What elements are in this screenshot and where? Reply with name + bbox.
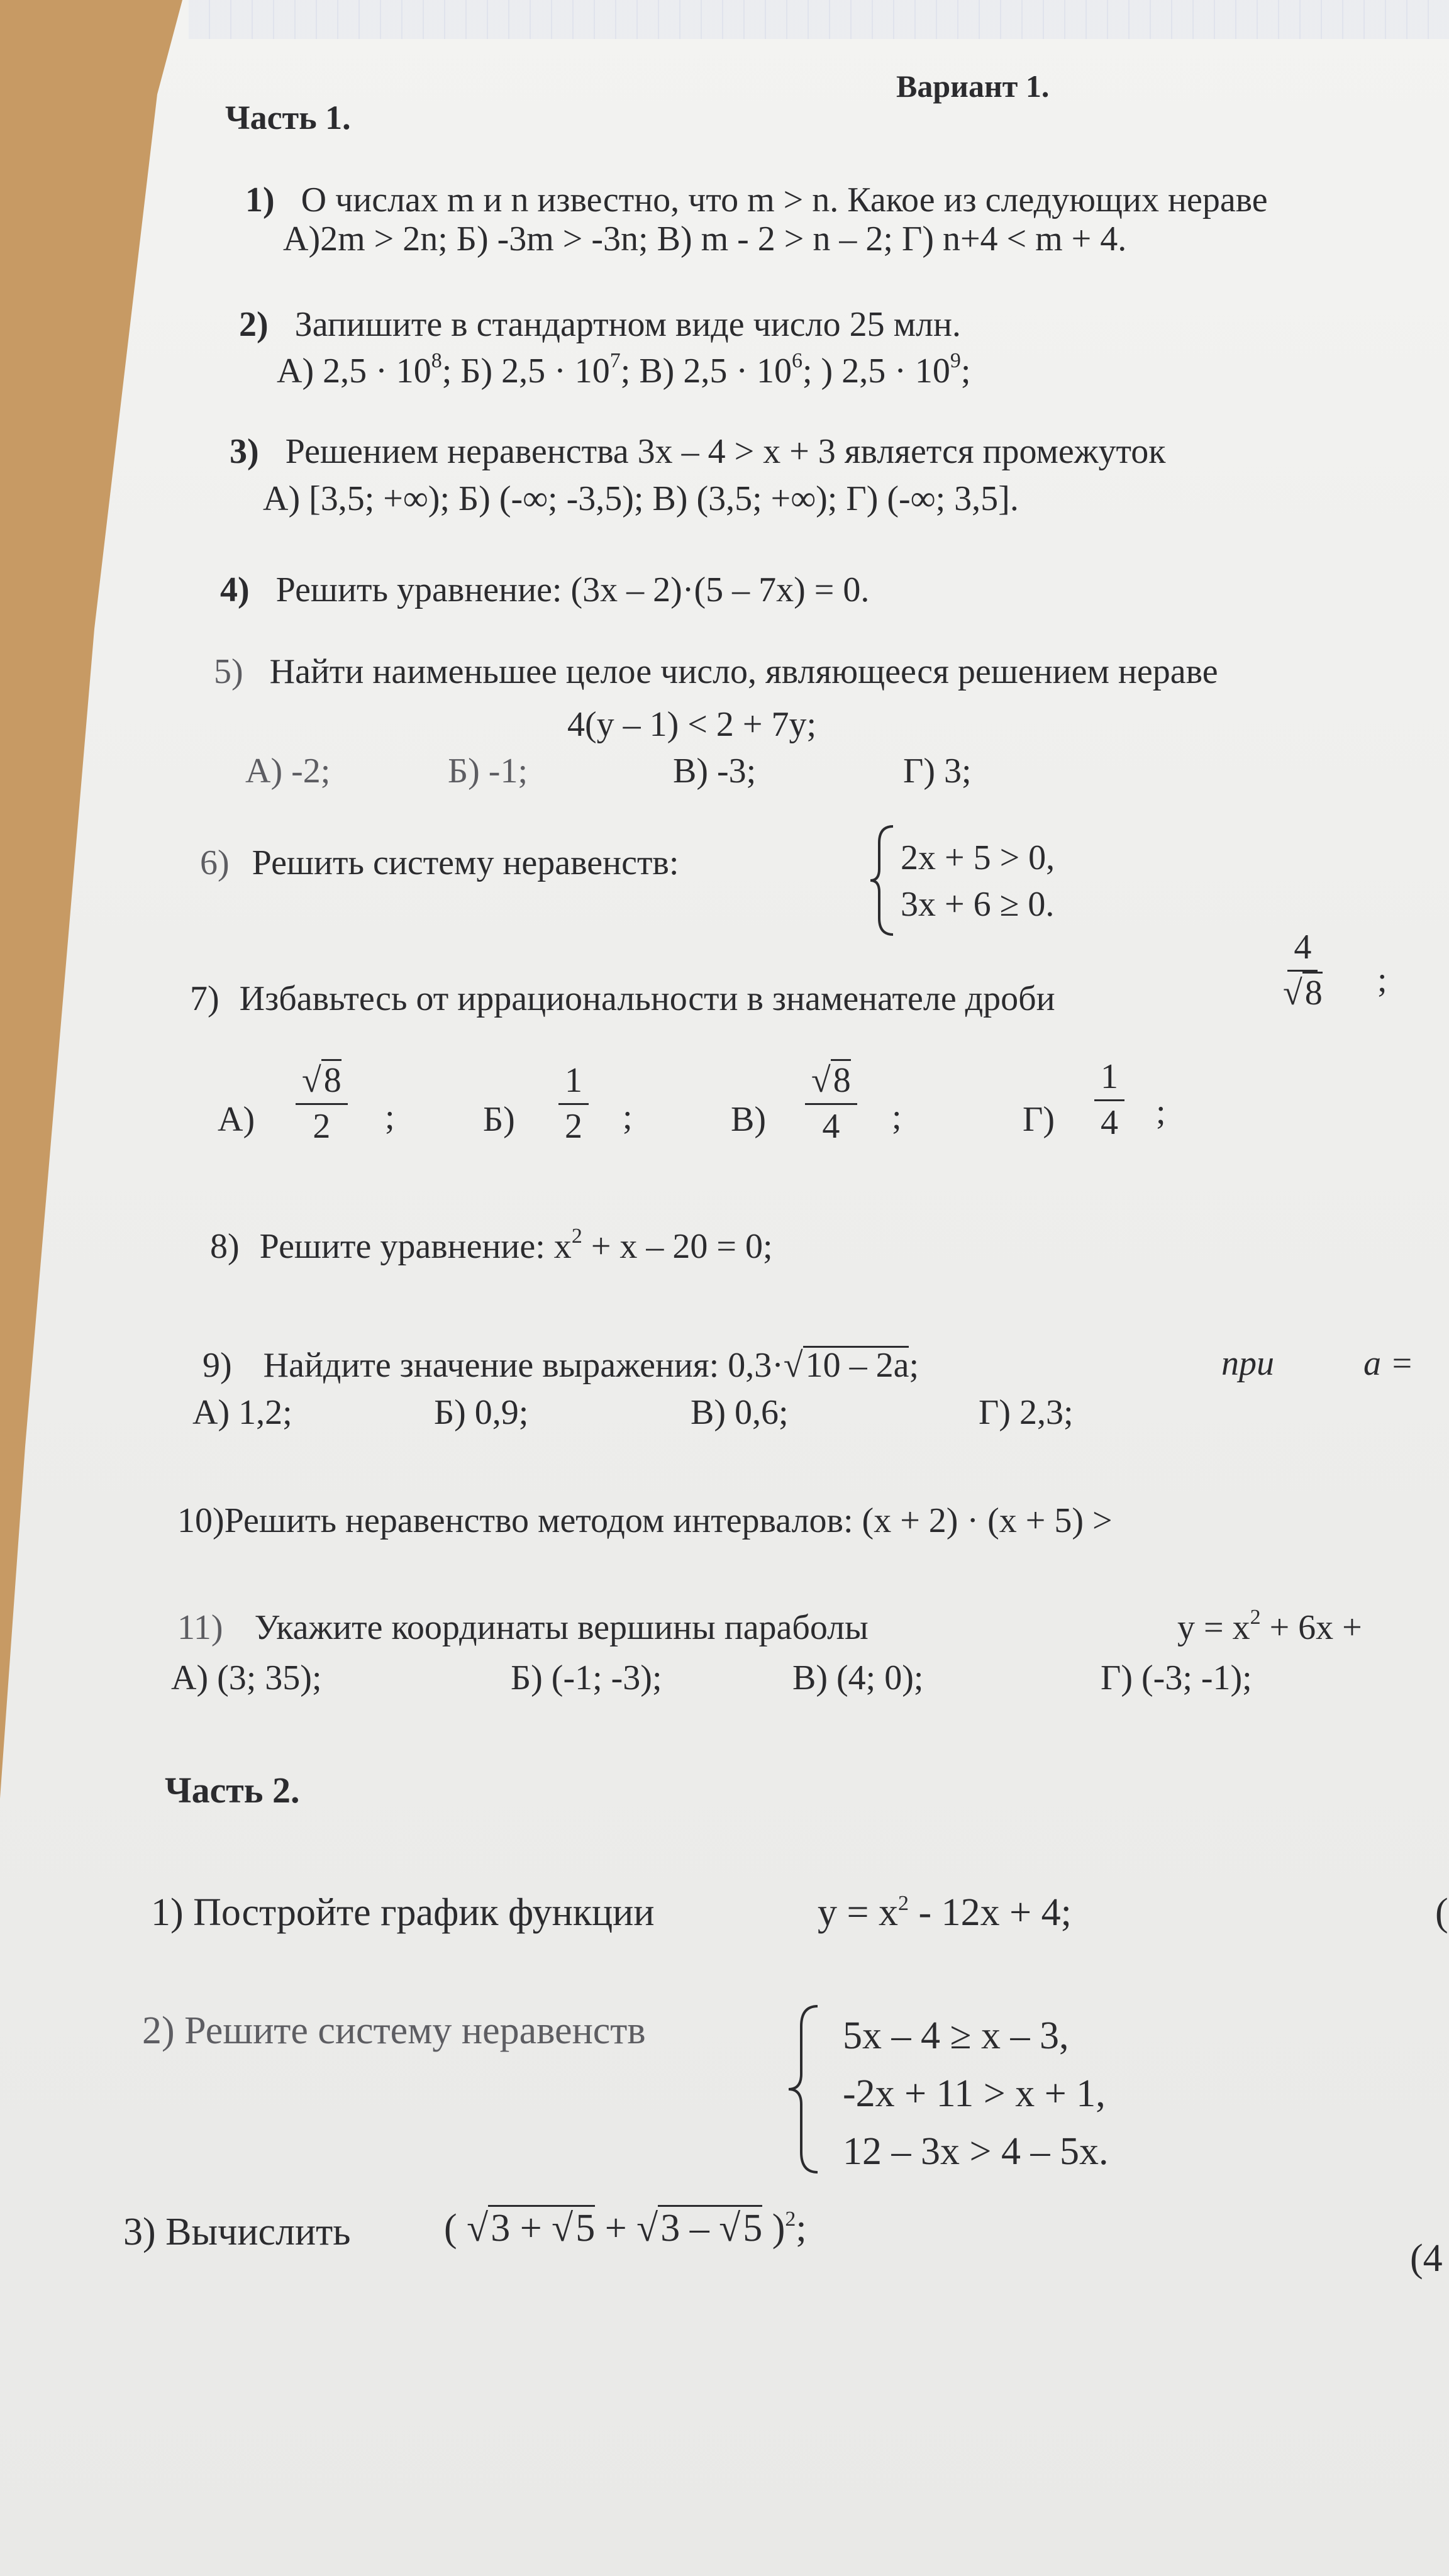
p2q3-plus: + <box>595 2207 637 2250</box>
q3-text: Решением неравенства 3x – 4 > x + 3 является промежуток <box>285 432 1166 471</box>
variant-title: Вариант 1. <box>896 69 1050 104</box>
q3-options: А) [3,5; +∞); Б) (-∞; -3,5); В) (3,5; +∞); Г) (-∞; 3,5]. <box>263 479 1019 518</box>
q7-option-a-fraction <box>296 1063 348 1144</box>
p2q3-radicand-1-text: 3 + <box>491 2207 552 2250</box>
q7-fraction-numerator: 4 <box>1287 930 1318 972</box>
q11-number: 11) <box>177 1608 223 1647</box>
q6-line-1: 2x + 5 > 0, <box>901 838 1055 877</box>
q11-exponent: 2 <box>1250 1606 1261 1629</box>
q11-option-b: Б) (-1; -3); <box>511 1658 662 1697</box>
q9-number: 9) <box>203 1346 232 1385</box>
q7-option-b-denominator: 2 <box>565 1107 582 1146</box>
p2q3-inner-radicand-1: 5 <box>573 2205 595 2250</box>
q7-option-d-denominator: 4 <box>1101 1103 1118 1142</box>
q8-number: 8) <box>210 1227 240 1266</box>
q7-option-c-radicand: 8 <box>831 1059 851 1100</box>
p2q1-equation <box>818 1893 1072 1932</box>
q7-option-b-semicolon: ; <box>623 1097 633 1136</box>
p2q1-edge-mark: ( <box>1435 1891 1448 1934</box>
q2-exp-b: 7 <box>609 349 621 372</box>
p2q2-system-brace <box>786 2004 821 2175</box>
p2q3-radicand-2: 3 – √5 <box>658 2205 762 2250</box>
q1-number: 1) <box>245 180 275 219</box>
q2-number: 2) <box>239 305 269 344</box>
q7-option-c-label: В) <box>731 1100 766 1139</box>
q5-option-d: Г) 3; <box>903 752 972 791</box>
q7-option-d-label: Г) <box>1023 1100 1055 1139</box>
q7-option-b-numerator: 1 <box>558 1063 589 1105</box>
q3-number: 3) <box>230 432 259 471</box>
q5-question <box>214 654 1218 689</box>
q2-option-d: ; ) 2,5 · 10 <box>802 352 950 391</box>
q2-option-a: А) 2,5 · 10 <box>277 352 431 391</box>
p2q3-radical-2: √3 – √5 <box>636 2205 762 2250</box>
q4-text: Решить уравнение: (3x – 2)·(5 – 7x) = 0. <box>275 570 870 609</box>
p2q3-radicand-1: 3 + √5 <box>488 2205 595 2250</box>
p2q3-radicand-2-text: 3 – <box>660 2207 719 2250</box>
p2q2-line-1: 5x – 4 ≥ x – 3, <box>843 2014 1069 2057</box>
p2q3-edge-mark: (4 <box>1410 2237 1443 2280</box>
q7-fraction <box>1283 930 1323 1011</box>
p2q1-eq-right: - 12x + 4; <box>908 1891 1072 1934</box>
p2q1-exponent: 2 <box>897 1892 909 1915</box>
q9-pri: при <box>1221 1344 1274 1383</box>
p2q2-line-2: -2x + 11 > x + 1, <box>843 2072 1106 2115</box>
p2q1-question: 1) Постройте график функции <box>151 1891 655 1934</box>
p2q3-exponent: 2 <box>785 2207 796 2231</box>
p2q2-question: 2) Решите систему неравенств <box>142 2009 646 2052</box>
q11-text: Укажите координаты вершины параболы <box>254 1608 869 1647</box>
q7-option-d-semicolon: ; <box>1156 1092 1166 1131</box>
q7-option-a-denominator: 2 <box>313 1107 331 1146</box>
p2q3-close-paren: ) <box>772 2207 786 2250</box>
q7-option-c-semicolon: ; <box>892 1097 902 1136</box>
q7-option-b-label: Б) <box>483 1100 515 1139</box>
q9-option-a: А) 1,2; <box>192 1393 292 1432</box>
p2q1-eq-left: y = x <box>818 1891 898 1934</box>
q6-question <box>200 845 679 880</box>
q2-exp-a: 8 <box>431 349 442 372</box>
q11-option-a: А) (3; 35); <box>171 1658 322 1697</box>
q11-question <box>177 1610 869 1645</box>
q11-option-d: Г) (-3; -1); <box>1101 1658 1252 1697</box>
q9-radical: √10 – 2a <box>783 1346 909 1385</box>
q5-option-a: А) -2; <box>245 752 331 791</box>
q8-question <box>210 1224 773 1266</box>
q2-option-b: ; Б) 2,5 · 10 <box>441 352 610 391</box>
p2q3-semicolon: ; <box>796 2207 807 2250</box>
q9-question <box>203 1346 919 1383</box>
p2q3-question: 3) Вычислить <box>123 2211 351 2253</box>
q7-text: Избавьтесь от иррациональности в знаменателе дроби <box>239 979 1055 1018</box>
q7-option-d-fraction <box>1094 1059 1124 1140</box>
q7-option-a-numerator: √8 <box>296 1063 348 1105</box>
q9-a-equals: a = <box>1363 1344 1414 1383</box>
q2-option-c: ; В) 2,5 · 10 <box>620 352 792 391</box>
q5-text: Найти наименьшее целое число, являющееся решением нераве <box>269 652 1218 691</box>
q7-option-a-radicand: 8 <box>321 1059 341 1100</box>
q1-options: А)2m > 2n; Б) -3m > -3n; В) m - 2 > n – 2; Г) n+4 < m + 4. <box>283 219 1127 258</box>
q2-exp-d: 9 <box>950 349 961 372</box>
q5-number: 5) <box>214 652 243 691</box>
q5-option-b: Б) -1; <box>448 752 528 791</box>
q2-exp-c: 6 <box>791 349 802 372</box>
q7-question <box>190 981 1055 1016</box>
q9-text: Найдите значение выражения: 0,3· <box>263 1346 784 1385</box>
q2-text: Запишите в стандартном виде число 25 млн. <box>294 305 961 344</box>
q1-question <box>245 182 1268 218</box>
p2q2-line-3: 12 – 3x > 4 – 5x. <box>843 2130 1109 2173</box>
q6-number: 6) <box>200 843 230 882</box>
part2-heading: Часть 2. <box>165 1770 300 1811</box>
q6-text: Решить систему неравенств: <box>252 843 679 882</box>
q8-text: Решите уравнение: x <box>259 1227 572 1266</box>
q9-radicand: 10 – 2a <box>803 1346 909 1383</box>
q3-question <box>230 434 1165 469</box>
q7-semicolon: ; <box>1377 960 1387 999</box>
q7-radicand: 8 <box>1302 972 1323 1013</box>
q6-line-2: 3x + 6 ≥ 0. <box>901 885 1055 924</box>
q11-option-c: В) (4; 0); <box>792 1658 924 1697</box>
q11-eq-left: y = x <box>1177 1608 1250 1647</box>
q6-system-brace <box>868 824 897 937</box>
q10-question: 10)Решить неравенство методом интервалов: (x + 2) · (x + 5) > <box>177 1501 1113 1540</box>
q7-option-c-denominator: 4 <box>822 1107 840 1146</box>
p2q3-radical-1: √3 + √5 <box>467 2205 595 2250</box>
q1-text: О числах m и n известно, что m > n. Какое из следующих нераве <box>301 180 1268 219</box>
q8-exponent: 2 <box>571 1224 582 1248</box>
paper-top-strip <box>189 0 1449 39</box>
q7-option-a-semicolon: ; <box>385 1097 395 1136</box>
q11-eq-right: + 6x + <box>1260 1608 1362 1647</box>
q4-question <box>220 572 869 608</box>
q7-option-c-numerator: √8 <box>805 1063 857 1105</box>
q9-option-d: Г) 2,3; <box>979 1393 1074 1432</box>
q8-text-rest: + x – 20 = 0; <box>582 1227 773 1266</box>
q7-option-d-numerator: 1 <box>1094 1059 1124 1101</box>
p2q3-expression <box>444 2209 807 2248</box>
q2-end: ; <box>960 352 971 391</box>
q2-options <box>277 349 971 391</box>
q9-semicolon: ; <box>909 1346 919 1385</box>
q11-equation <box>1177 1606 1362 1647</box>
q7-number: 7) <box>190 979 219 1018</box>
q4-number: 4) <box>220 570 250 609</box>
q5-option-c: В) -3; <box>673 752 757 791</box>
q2-question <box>239 307 961 342</box>
p2q3-open-paren: ( <box>444 2207 457 2250</box>
q7-fraction-denominator: √8 <box>1283 972 1323 1011</box>
q5-expression: 4(y – 1) < 2 + 7y; <box>567 705 817 744</box>
q9-option-c: В) 0,6; <box>691 1393 789 1432</box>
q7-option-a-label: А) <box>218 1100 255 1139</box>
q7-option-b-fraction <box>558 1063 589 1144</box>
p2q3-inner-radicand-2: 5 <box>740 2205 762 2250</box>
q9-option-b: Б) 0,9; <box>434 1393 529 1432</box>
q7-option-c-fraction <box>805 1063 857 1144</box>
part1-heading: Часть 1. <box>225 99 351 136</box>
